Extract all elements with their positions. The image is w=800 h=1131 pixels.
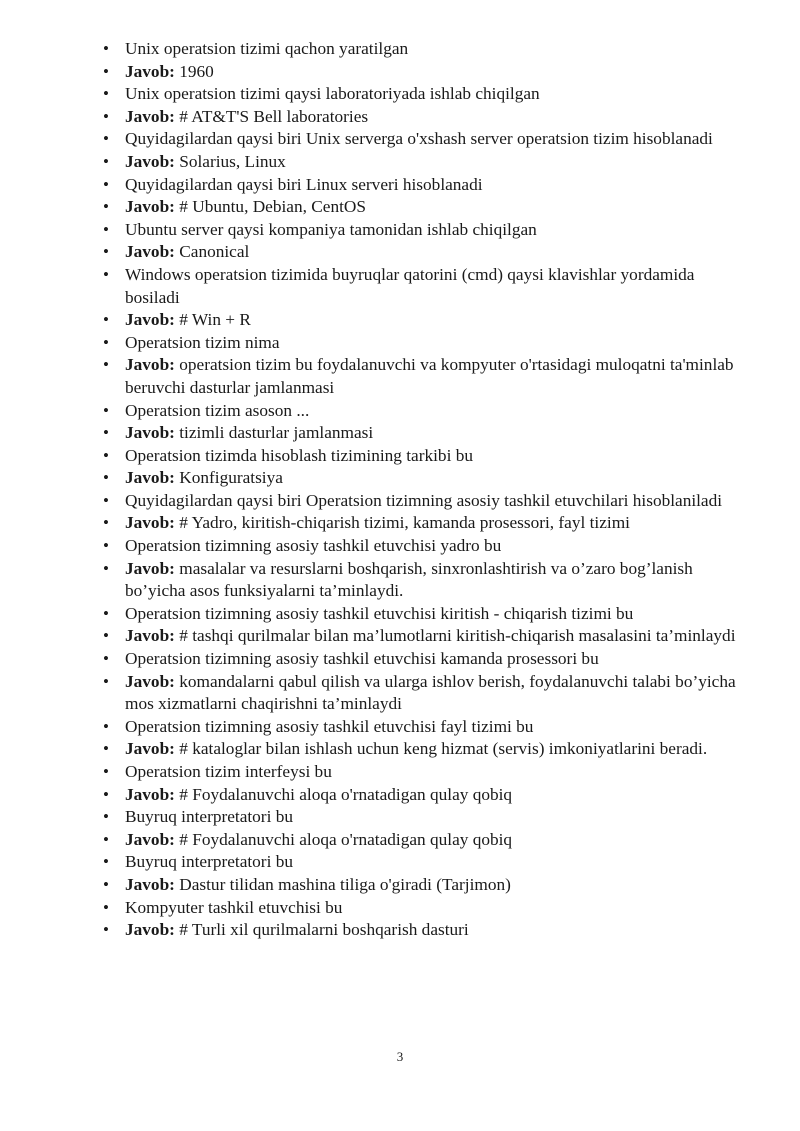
answer-item (0, 106, 800, 129)
bullet-icon: • (103, 61, 109, 81)
bullet-icon: • (103, 242, 109, 262)
answer-label: Javob: (125, 558, 175, 578)
bullet-icon: • (103, 197, 109, 217)
question-text: Windows operatsion tizimida buyruqlar qatorini (cmd) qaysi klavishlar yordamida bosiladi (125, 264, 695, 307)
question-text: Operatsion tizimning asosiy tashkil etuvchisi kiritish - chiqarish tizimi bu (125, 603, 634, 623)
bullet-icon: • (103, 784, 109, 804)
question-item (0, 535, 800, 558)
question-item (0, 761, 800, 784)
bullet-icon: • (103, 671, 109, 691)
bullet-icon: • (103, 219, 109, 239)
answer-text: tizimli dasturlar jamlanmasi (174, 423, 374, 443)
question-item (0, 603, 800, 626)
bullet-icon: • (103, 400, 109, 420)
bullet-icon: • (103, 174, 109, 194)
answer-label: Javob: (125, 423, 175, 443)
question-text: Quyidagilardan qaysi biri Unix serverga o'xshash server operatsion tizim hisoblanadi (125, 129, 713, 149)
answer-label: Javob: (125, 151, 175, 171)
answer-text: Dastur tilidan mashina tiliga o'giradi (Tarjimon) (174, 874, 511, 894)
bullet-icon: • (103, 310, 109, 330)
question-item (0, 490, 800, 513)
bullet-icon: • (103, 151, 109, 171)
question-item (0, 174, 800, 197)
answer-text: # Turli xil qurilmalarni boshqarish dasturi (174, 920, 469, 940)
answer-item (0, 309, 800, 332)
question-text: Operatsion tizimning asosiy tashkil etuvchisi fayl tizimi bu (125, 716, 534, 736)
bullet-icon: • (103, 897, 109, 917)
answer-item (0, 558, 800, 603)
question-text: Operatsion tizim nima (125, 332, 280, 352)
answer-item (0, 196, 800, 219)
question-text: Operatsion tizimda hisoblash tizimining tarkibi bu (125, 445, 473, 465)
answer-item (0, 784, 800, 807)
question-item (0, 897, 800, 920)
answer-label: Javob: (125, 784, 175, 804)
answer-item (0, 151, 800, 174)
bullet-icon: • (103, 874, 109, 894)
bullet-icon: • (103, 468, 109, 488)
answer-text: masalalar va resurslarni boshqarish, sinxronlashtirish va o’zaro bog’lanish bo’yicha asos funksiyalarni ta’minlaydi. (125, 558, 693, 601)
answer-text: # Win + R (174, 310, 251, 330)
question-answer-list (0, 38, 800, 942)
bullet-icon: • (103, 920, 109, 940)
question-item (0, 332, 800, 355)
question-item (0, 219, 800, 242)
answer-item (0, 467, 800, 490)
answer-label: Javob: (125, 61, 175, 81)
question-text: Buyruq interpretatori bu (125, 852, 293, 872)
answer-item (0, 354, 800, 399)
bullet-icon: • (103, 603, 109, 623)
answer-item (0, 625, 800, 648)
answer-label: Javob: (125, 197, 175, 217)
answer-text: komandalarni qabul qilish va ularga ishlov berish, foydalanuvchi talabi bo’yicha mos xizmatlarni chaqirishni ta’minlaydi (125, 671, 736, 714)
question-item (0, 851, 800, 874)
answer-label: Javob: (125, 671, 175, 691)
answer-text: Konfiguratsiya (174, 468, 283, 488)
answer-label: Javob: (125, 355, 175, 375)
bullet-icon: • (103, 762, 109, 781)
answer-label: Javob: (125, 310, 175, 330)
answer-text: # Foydalanuvchi aloqa o'rnatadigan qulay qobiq (174, 784, 513, 804)
answer-label: Javob: (125, 739, 175, 759)
answer-item (0, 512, 800, 535)
answer-text: # AT&T'S Bell laboratories (174, 106, 369, 126)
answer-label: Javob: (125, 513, 175, 533)
question-text: Quyidagilardan qaysi biri Linux serveri hisoblanadi (125, 174, 483, 194)
bullet-icon: • (103, 649, 109, 669)
bullet-icon: • (103, 716, 109, 736)
question-text: Operatsion tizimning asosiy tashkil etuvchisi kamanda prosessori bu (125, 649, 599, 669)
answer-item (0, 919, 800, 942)
answer-text: # kataloglar bilan ishlash uchun keng hizmat (servis) imkoniyatlarini beradi. (174, 739, 708, 759)
bullet-icon: • (103, 829, 109, 849)
question-item (0, 128, 800, 151)
answer-text: # tashqi qurilmalar bilan ma’lumotlarni kiritish-chiqarish masalasini ta’minlaydi (174, 626, 736, 646)
bullet-icon: • (103, 807, 109, 827)
answer-text: # Yadro, kiritish-chiqarish tizimi, kamanda prosessori, fayl tizimi (174, 513, 630, 533)
answer-label: Javob: (125, 874, 175, 894)
answer-text: 1960 (174, 61, 214, 81)
answer-item (0, 422, 800, 445)
page-number: 3 (396, 1049, 404, 1064)
bullet-icon: • (103, 513, 109, 533)
bullet-icon: • (103, 129, 109, 149)
answer-label: Javob: (125, 468, 175, 488)
answer-label: Javob: (125, 920, 175, 940)
answer-item (0, 874, 800, 897)
answer-text: # Ubuntu, Debian, CentOS (174, 197, 366, 217)
bullet-icon: • (103, 355, 109, 375)
bullet-icon: • (103, 106, 109, 126)
answer-text: Canonical (174, 242, 250, 262)
question-text: Buyruq interpretatori bu (125, 807, 293, 827)
answer-label: Javob: (125, 626, 175, 646)
question-item (0, 83, 800, 106)
bullet-icon: • (103, 84, 109, 104)
question-item (0, 648, 800, 671)
answer-text: operatsion tizim bu foydalanuvchi va kompyuter o'rtasidagi muloqatni ta'minlab beruvchi dasturlar jamlanmasi (125, 355, 734, 397)
answer-item (0, 241, 800, 264)
question-text: Ubuntu server qaysi kompaniya tamonidan ishlab chiqilgan (125, 219, 537, 239)
answer-label: Javob: (125, 829, 175, 849)
bullet-icon: • (103, 264, 109, 284)
question-item (0, 38, 800, 61)
answer-text: Solarius, Linux (174, 151, 286, 171)
answer-item (0, 671, 800, 716)
answer-item (0, 738, 800, 761)
question-item (0, 806, 800, 829)
question-text: Operatsion tizim asoson ... (125, 400, 310, 420)
question-item (0, 400, 800, 423)
bullet-icon: • (103, 39, 109, 58)
question-item (0, 716, 800, 739)
question-text: Unix operatsion tizimi qaysi laboratoriyada ishlab chiqilgan (125, 84, 540, 104)
bullet-icon: • (103, 332, 109, 352)
bullet-icon: • (103, 739, 109, 759)
question-text: Unix operatsion tizimi qachon yaratilgan (125, 39, 409, 58)
bullet-icon: • (103, 536, 109, 556)
answer-label: Javob: (125, 242, 175, 262)
answer-text: # Foydalanuvchi aloqa o'rnatadigan qulay qobiq (174, 829, 513, 849)
bullet-icon: • (103, 852, 109, 872)
bullet-icon: • (103, 626, 109, 646)
bullet-icon: • (103, 423, 109, 443)
bullet-icon: • (103, 490, 109, 510)
question-item (0, 264, 800, 309)
question-text: Operatsion tizimning asosiy tashkil etuvchisi yadro bu (125, 536, 502, 556)
bullet-icon: • (103, 558, 109, 578)
answer-item (0, 829, 800, 852)
question-text: Operatsion tizim interfeysi bu (125, 762, 332, 781)
question-text: Kompyuter tashkil etuvchisi bu (125, 897, 343, 917)
answer-item (0, 61, 800, 84)
bullet-icon: • (103, 445, 109, 465)
answer-label: Javob: (125, 106, 175, 126)
question-item (0, 445, 800, 468)
question-text: Quyidagilardan qaysi biri Operatsion tizimning asosiy tashkil etuvchilari hisoblaniladi (125, 490, 723, 510)
